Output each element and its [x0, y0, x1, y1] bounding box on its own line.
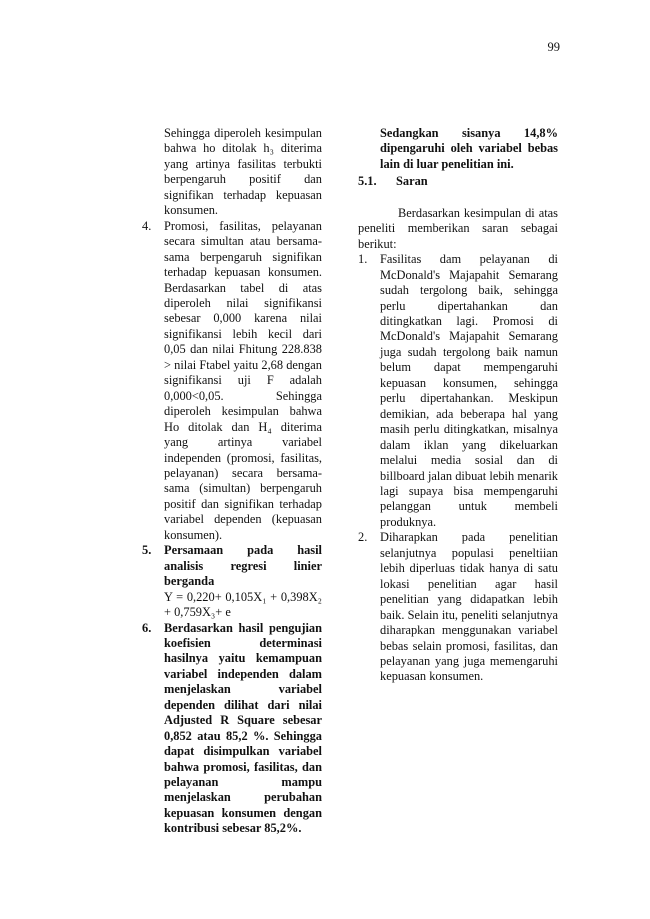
item-text: Diharapkan pada penelitian selanjutnya populasi peneltiian lebih diperluas tidak hanya di satu lokasi penelitian agar hasil penelitian yang didapatkan lebih baik. Selain itu, peneliti selanjutnya diharapkan menggunakan variabel bebas selain promosi, fasilitas, dan pelayanan yang juga memengaruhi kepuasan konsumen.: [380, 530, 558, 684]
left-column: [142, 126, 322, 837]
item-text: Fasilitas dam pelayanan di McDonald's Majapahit Semarang sudah tergolong baik, sehingga perlu dipertahankan dan ditingkatkan lagi. Promosi di McDonald's Majapahit Semarang juga sudah tergolong baik namun belum dapat mempengaruhi kepuasan konsumen, sehingga perlu dipertahankan. Meskipun demikian, ada beberapa hal yang masih perlu ditingkatkan, misalnya dalam iklan yang dikeluarkan melalui media sosial dan di billboard jalan dibuat lebih menarik lagi supaya bisa mempengaruhi pelanggan untuk membeli produknya.: [380, 252, 558, 529]
conclusion-item-5: [142, 543, 322, 589]
conclusion-item-4: [142, 219, 322, 544]
item-text: Persamaan pada hasil analisis regresi linier berganda: [164, 543, 322, 589]
page-number: 99: [547, 40, 560, 54]
suggestion-item-2: [358, 530, 558, 685]
item-number: 1.: [358, 252, 368, 267]
item-number: 2.: [358, 530, 368, 545]
item-number: 6.: [142, 620, 152, 635]
suggestion-intro: Berdasarkan kesimpulan di atas peneliti memberikan saran sebagai berikut:: [358, 205, 558, 251]
item-number: 5.: [142, 543, 152, 558]
conclusion-6-continuation: Sedangkan sisanya 14,8% dipengaruhi oleh variabel bebas lain di luar penelitian ini.: [380, 126, 558, 171]
conclusion-3-continuation: Sehingga diperoleh kesimpulan bahwa ho ditolak h₃ diterima yang artinya fasilitas terbukti berpengaruh positif dan signifikan terhadap kepuasan konsumen.: [164, 126, 322, 218]
section-number: 5.1.: [358, 174, 377, 189]
item-text: Promosi, fasilitas, pelayanan secara simultan atau bersama-sama berpengaruh signifikan terhadap kepuasan konsumen. Berdasarkan tabel di atas diperoleh nilai signifikansi sebesar 0,000 karena nilai signifikansi lebih kecil dari 0,05 dan nilai Fhitung 228.838 > nilai Ftabel yaitu 2,68 dengan signifikansi uji F adalah 0,000<0,05. Sehingga diperoleh kesimpulan bahwa Ho ditolak dan H₄ diterima yang artinya variabel independen (promosi, fasilitas, pelayanan) secara bersama-sama (simultan) berpengaruh positif dan signifikan terhadap variabel dependen (kepuasan konsumen).: [164, 218, 322, 542]
suggestion-item-1: [358, 252, 558, 530]
regression-equation: Y = 0,220+ 0,105X₁ + 0,398X₂ + 0,759X₃+ e: [164, 589, 322, 620]
right-column: [358, 126, 558, 685]
conclusion-item-6: [142, 621, 322, 837]
section-heading: [358, 174, 558, 189]
section-title: Saran: [396, 174, 428, 189]
item-number: 4.: [142, 218, 152, 233]
item-text: Berdasarkan hasil pengujian koefisien determinasi hasilnya yaitu kemampuan variabel independen dalam menjelaskan variabel dependen dilihat dari nilai Adjusted R Square sebesar 0,852 atau 85,2 %. Sehingga dapat disimpulkan variabel bahwa promosi, fasilitas, dan pelayanan mampu menjelaskan perubahan kepuasan konsumen dengan kontribusi sebesar 85,2%.: [164, 620, 322, 836]
